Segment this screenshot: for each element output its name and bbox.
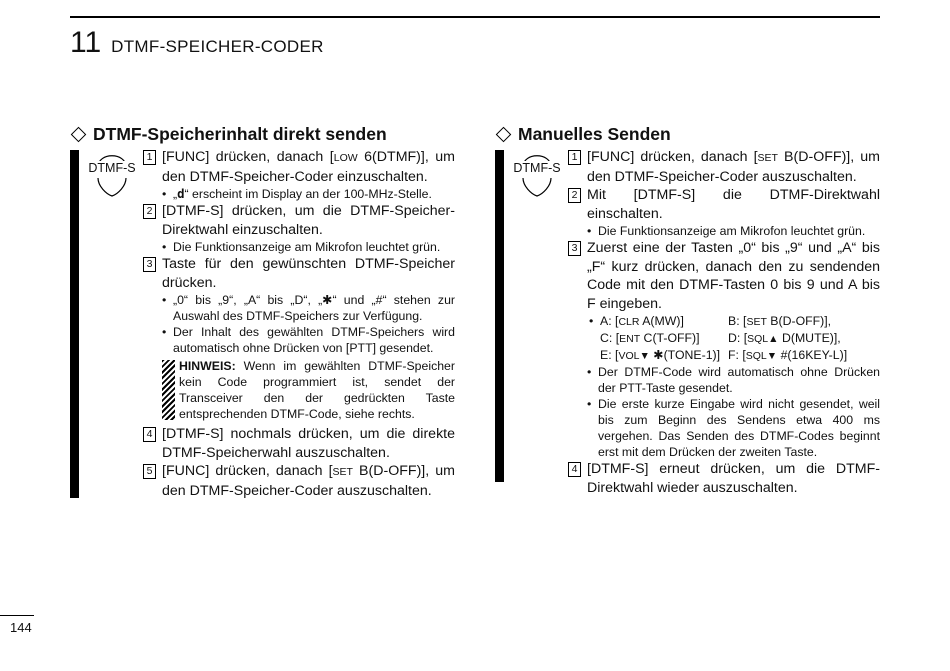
dtmf-s-key-label: DTMF-S: [511, 161, 563, 175]
key-assignment-a: A: [CLR A(MW)]: [600, 314, 684, 328]
key-assignment-b: B: [SET B(D-OFF)],: [728, 314, 832, 328]
dtmf-s-key-icon: [86, 150, 138, 200]
left-step-3: 3 Taste für den gewünschten DTMF-Speicher drücken.: [143, 255, 455, 292]
step-number: 2: [568, 188, 581, 203]
left-step-1-bullet: • „d“ erscheint im Display an der 100-MHz-Stelle.: [162, 187, 432, 201]
step-number: 2: [143, 204, 156, 219]
chapter-title: DTMF-SPEICHER-CODER: [111, 37, 324, 56]
right-column: [568, 148, 880, 497]
section-heading-text: DTMF-Speicherinhalt direkt senden: [93, 124, 387, 144]
left-step-1: 1 [FUNC] drücken, danach [LOW 6(DTMF)], um den DTMF-Speicher-Coder einzuschalten.: [143, 148, 455, 186]
chapter-number: 11: [70, 26, 102, 59]
step-number: 4: [143, 427, 156, 442]
page-number: 144: [10, 620, 32, 635]
dtmf-s-key-label: DTMF-S: [86, 161, 138, 175]
right-step-2-bullet: • Die Funktionsanzeige am Mikrofon leuchtet grün.: [587, 224, 866, 238]
key-assignment-e: E: [VOL▼ ✱(TONE-1)]: [600, 348, 721, 362]
step-number: 3: [568, 241, 581, 256]
right-step-3-bullet-3: • Die erste kurze Eingabe wird nicht gesendet, weil bis zum Beginn des Sendens etwa 400 ms vergehen. Das Senden des DTMF-Codes beginnt erst mit dem Drücken der zweiten Taste.: [587, 397, 880, 459]
right-step-4: 4 [DTMF-S] erneut drücken, um die DTMF-Direktwahl wieder auszuschalten.: [568, 460, 880, 497]
right-sidebar-bar: [495, 150, 504, 482]
chapter-header: [70, 26, 324, 60]
display-segment-glyph: d: [177, 187, 185, 201]
key-set: SET: [757, 152, 778, 164]
left-column: [143, 148, 455, 500]
left-sidebar-bar: [70, 150, 79, 498]
left-step-3-bullet-2: • Der Inhalt des gewählten DTMF-Speichers wird automatisch ohne Drücken von [PTT] gesendet.: [162, 325, 455, 355]
step-number: 4: [568, 462, 581, 477]
key-assignment-c: C: [ENT C(T-OFF)]: [600, 331, 700, 345]
section-heading-direct-send: [70, 124, 387, 145]
right-step-3: 3 Zuerst eine der Tasten „0“ bis „9“ und „A“ bis „F“ kurz drücken, danach den zu sendenden Code mit den DTMF-Tasten 0 bis 9 und A bis F eingeben.: [568, 239, 880, 313]
step-number: 5: [143, 464, 156, 479]
key-assignment-f: F: [SQL▼ #(16KEY-L)]: [728, 348, 848, 362]
key-assignment-d: D: [SQL▲ D(MUTE)],: [728, 331, 841, 345]
step-number: 1: [143, 150, 156, 165]
hint-label: HINWEIS:: [179, 359, 236, 373]
header-rule: [70, 16, 880, 18]
step-number: 3: [143, 257, 156, 272]
left-step-3-bullet-1: • „0“ bis „9“, „A“ bis „D“, „✱“ und „#“ stehen zur Auswahl des DTMF-Speichers zur Verfügung.: [162, 293, 455, 323]
diamond-icon: [496, 127, 512, 143]
key-assignment-list: • A: [CLR A(MW)] B: [SET B(D-OFF)], C: [ENT C(T-OFF)] D: [SQL▲ D(MUTE)], E: [VOL▼ ✱(TONE-1)] F: [SQL▼ #(16KEY-L)]: [589, 314, 848, 362]
footer-rule: [0, 615, 34, 616]
diamond-icon: [71, 127, 87, 143]
left-step-2: 2 [DTMF-S] drücken, um die DTMF-Speicher-Direktwahl einzuschalten.: [143, 202, 455, 239]
key-low: LOW: [333, 152, 358, 164]
hint-hatch-icon: [162, 360, 175, 420]
right-step-2: 2 Mit [DTMF-S] die DTMF-Direktwahl einschalten.: [568, 186, 880, 223]
left-step-4: 4 [DTMF-S] nochmals drücken, um die direkte DTMF-Speicherwahl auszuschalten.: [143, 425, 455, 462]
hint-note: HINWEIS: Wenn im gewählten DTMF-Speicher kein Code programmiert ist, sendet der Transceiver den der gedrückten Taste entsprechenden DTMF-Code, siehe rechts.: [162, 358, 455, 422]
dtmf-s-key-icon: [511, 150, 563, 200]
left-step-5: 5 [FUNC] drücken, danach [SET B(D-OFF)], um den DTMF-Speicher-Coder auszuschalten.: [143, 462, 455, 500]
key-set: SET: [332, 466, 353, 478]
section-heading-text: Manuelles Senden: [518, 124, 671, 144]
right-step-1: 1 [FUNC] drücken, danach [SET B(D-OFF)], um den DTMF-Speicher-Coder auszuschalten.: [568, 148, 880, 186]
step-number: 1: [568, 150, 581, 165]
section-heading-manual-send: [495, 124, 671, 145]
right-step-3-bullet-2: • Der DTMF-Code wird automatisch ohne Drücken der PTT-Taste gesendet.: [587, 365, 880, 395]
left-step-2-bullet: • Die Funktionsanzeige am Mikrofon leuchtet grün.: [162, 240, 441, 254]
